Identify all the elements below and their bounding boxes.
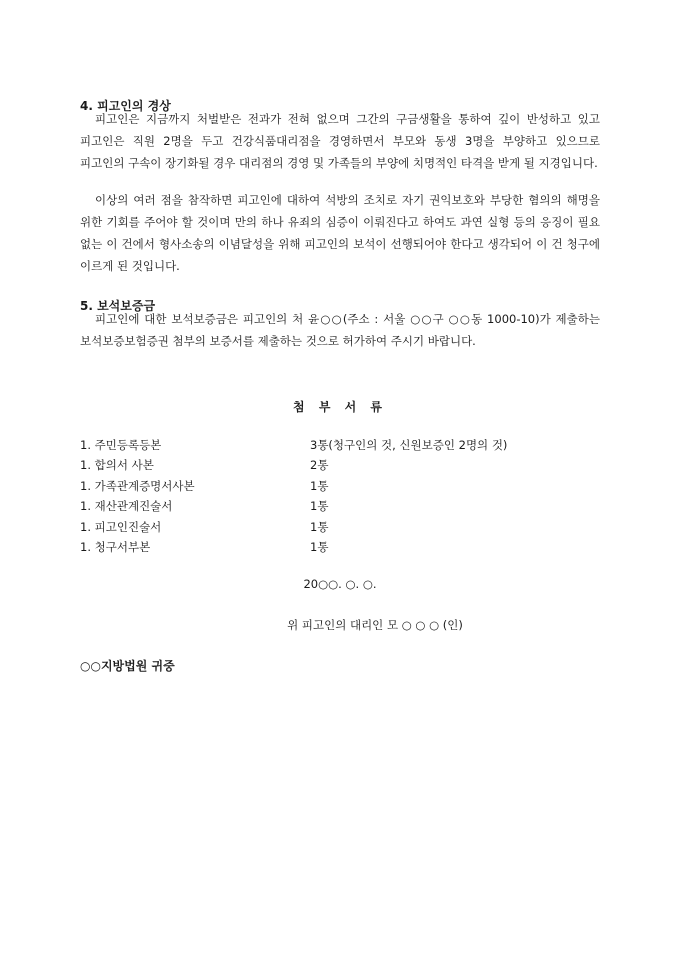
document-date: 20○○. ○. ○. [303,577,377,591]
attachment-name: 1. 가족관계증명서사본 [80,478,195,493]
court-addressee: ○○지방법원 귀중 [80,659,175,673]
attachment-row [80,435,600,455]
attachment-name: 1. 피고인진술서 [80,519,162,534]
attachment-qty: 3통(청구인의 것, 신원보증인 2명의 것) [310,438,508,452]
signer-line: 위 피고인의 대리인 모 ○ ○ ○ (인) [287,618,463,632]
attachments-title: 첨 부 서 류 [293,400,387,414]
attachment-name: 1. 합의서 사본 [80,458,154,473]
attachment-qty: 2통 [310,458,329,473]
section-4-paragraph-1: 피고인은 지금까지 처벌받은 전과가 전혀 없으며 그간의 구금생활을 통하여 깊이 반성하고 있고 피고인은 직원 2명을 두고 건강식품대리점을 경영하면서 부모와 동생 3명을 부양하고 있으므로 피고인의 구속이 장기화될 경우 대리점의 경영 및 가족들의 부양에 치명적인 타격을 받게 될 지경입니다. [80,112,600,170]
section-5-heading: 5. 보석보증금 [80,299,156,313]
attachment-qty: 1통 [310,539,329,554]
section-4-heading: 4. 피고인의 경상 [80,99,171,113]
attachment-row [80,517,600,537]
attachment-name: 1. 재산관계진술서 [80,499,173,514]
attachment-row [80,537,600,557]
section-5-paragraph: 피고인에 대한 보석보증금은 피고인의 처 윤○○(주소 : 서울 ○○구 ○○동 1000-10)가 제출하는 보석보증보험증권 첨부의 보증서를 제출하는 것으로 허가하여 주시기 바랍니다. [80,312,600,348]
attachments-list [80,435,600,557]
attachment-qty: 1통 [310,499,329,514]
attachment-qty: 1통 [310,478,329,493]
attachment-row [80,455,600,475]
attachment-row [80,476,600,496]
attachment-row [80,496,600,516]
section-4-paragraph-2: 이상의 여러 점을 참작하면 피고인에 대하여 석방의 조치로 자기 권익보호와 부당한 혐의의 해명을 위한 기회를 주어야 할 것이며 만의 하나 유죄의 심증이 이뤄진다고 하여도 과연 실형 등의 응징이 필요 없는 이 건에서 형사소송의 이념달성을 위해 피고인의 보석이 선행되어야 한다고 생각되어 이 건 청구에 이르게 된 것입니다. [80,193,600,273]
attachment-name: 1. 주민등록등본 [80,438,162,452]
attachment-name: 1. 청구서부본 [80,539,151,554]
attachment-qty: 1통 [310,519,329,534]
